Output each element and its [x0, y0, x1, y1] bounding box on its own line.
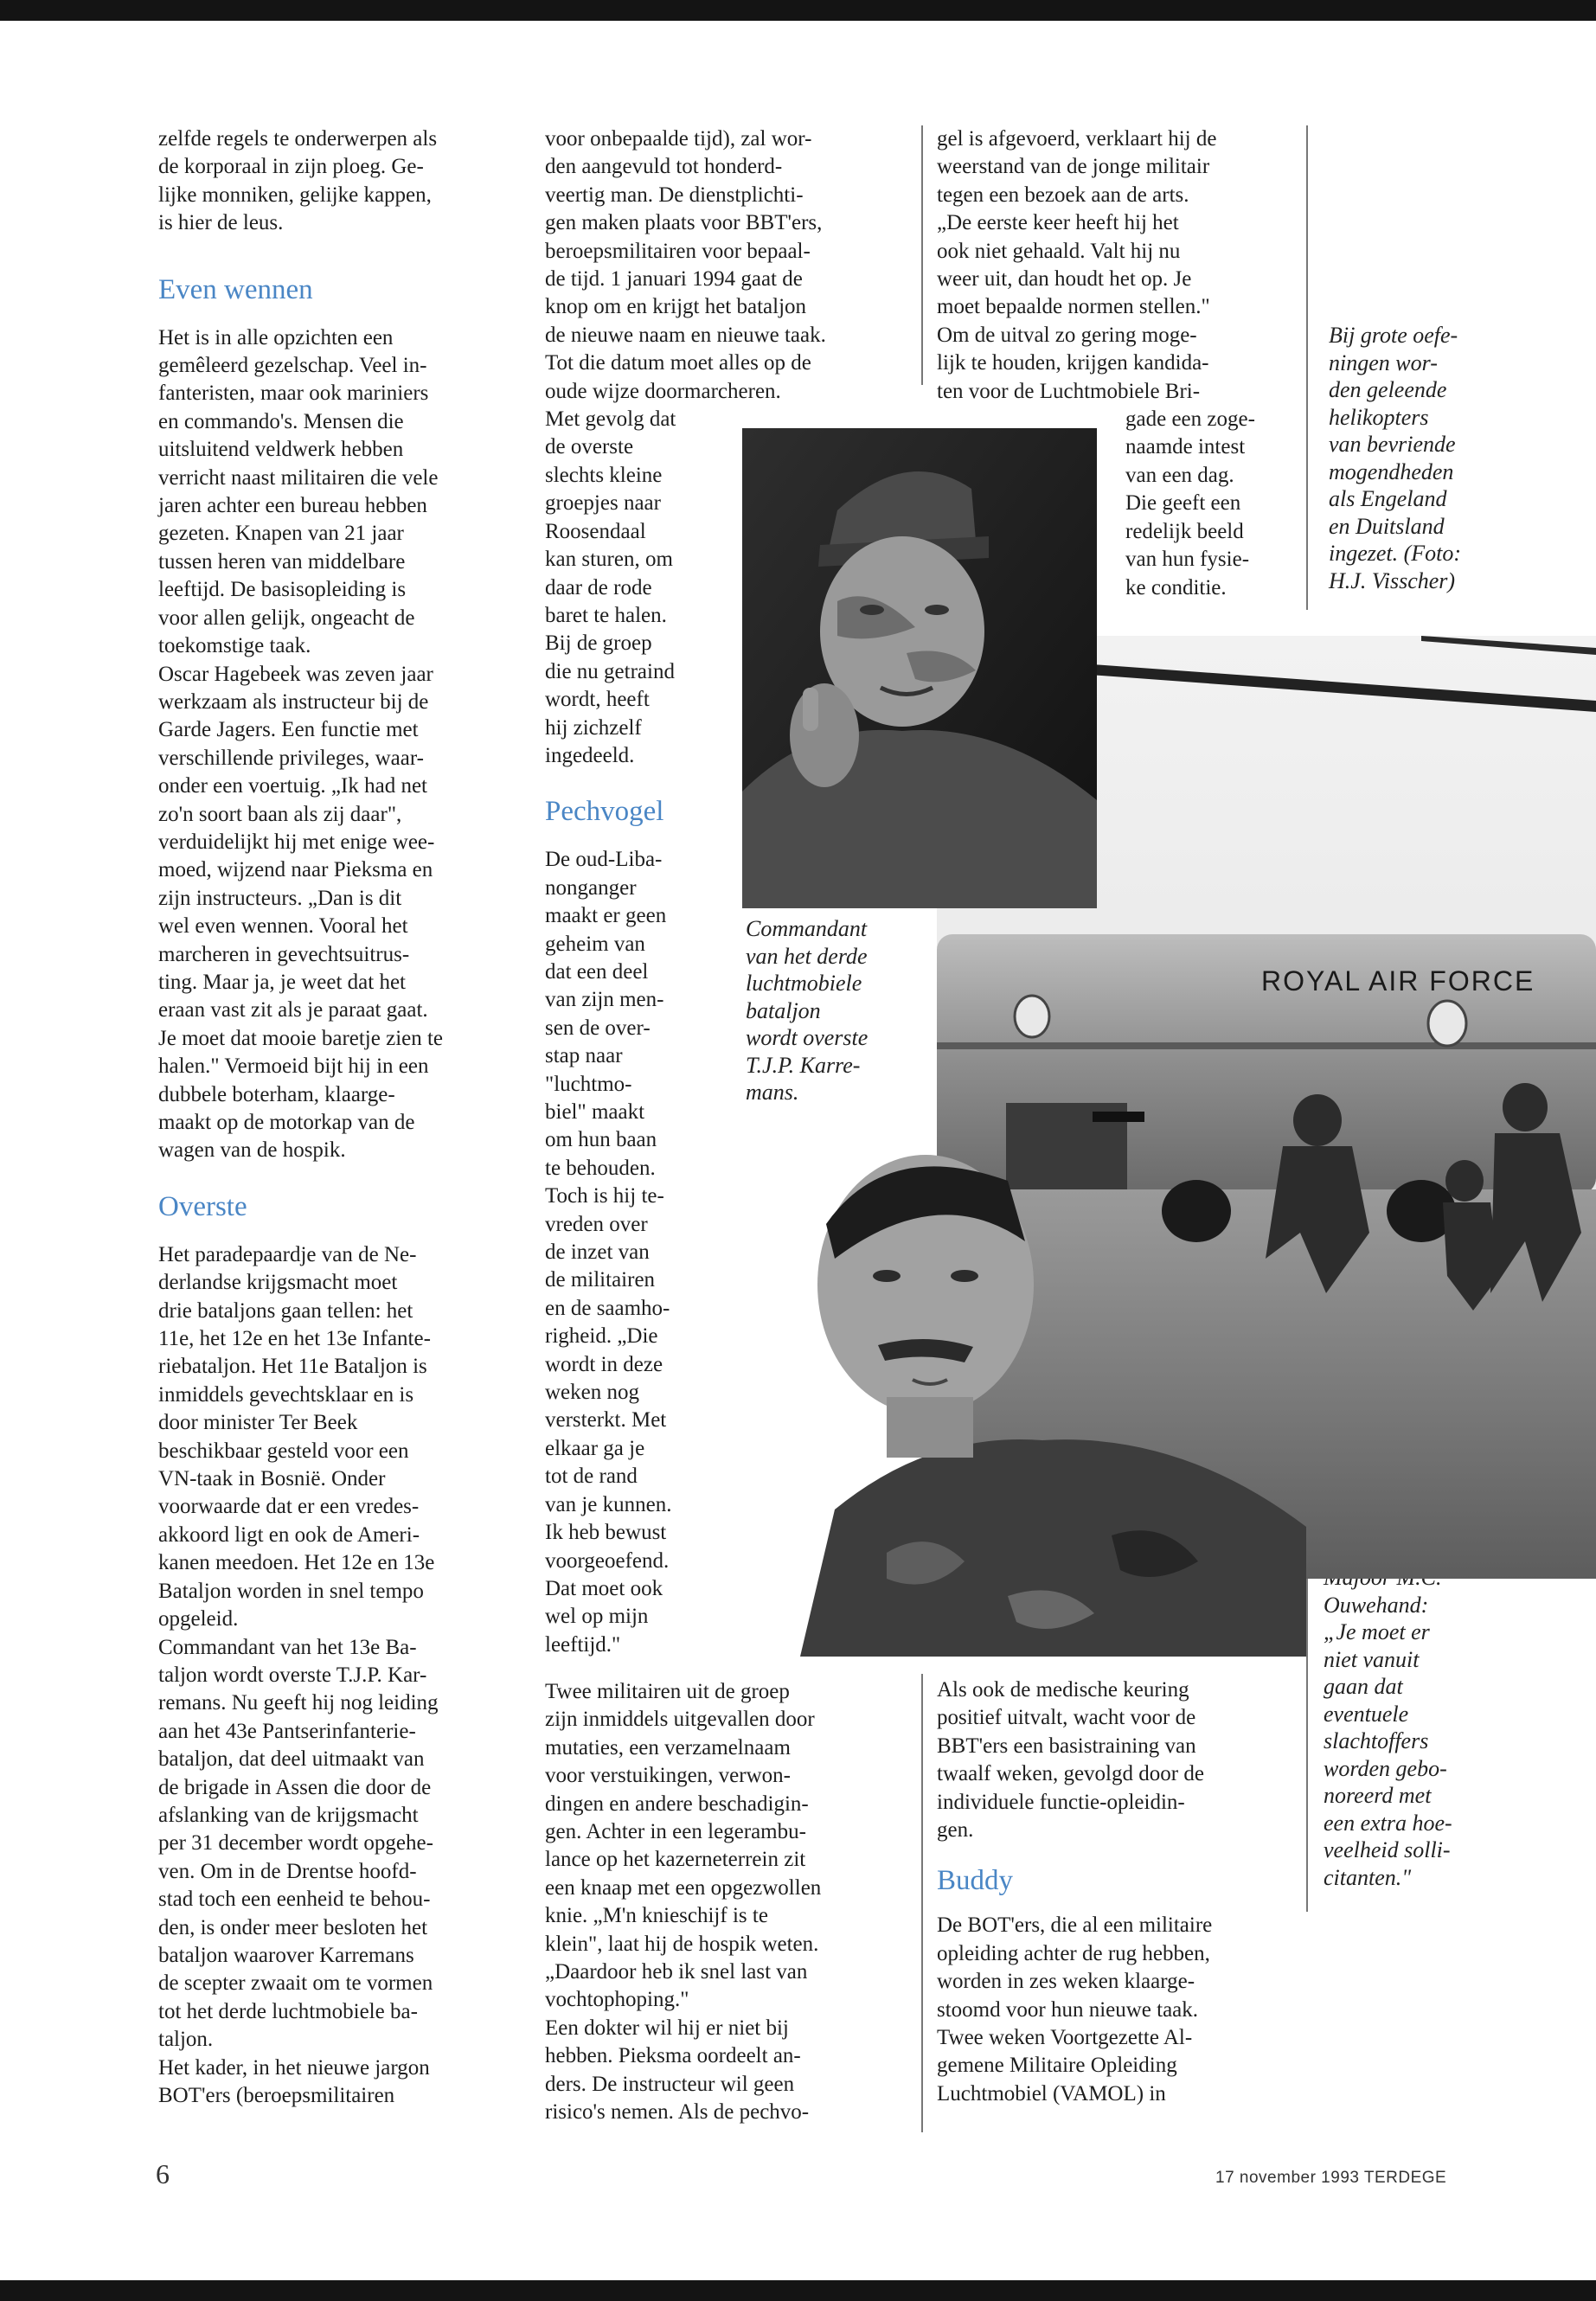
col1-section-even-wennen: [158, 324, 504, 1165]
text-line: niet vanuit: [1324, 1646, 1420, 1672]
text-line: de militairen: [545, 1268, 656, 1292]
text-line: Ouwehand:: [1324, 1592, 1429, 1618]
text-line: opgeleid.: [158, 1607, 239, 1631]
caption-helicopters: [1329, 322, 1461, 594]
text-line: gemene Militaire Opleiding: [937, 2054, 1177, 2078]
text-line: sen de over-: [545, 1016, 651, 1040]
text-line: gen. Achter in een legerambu-: [545, 1820, 806, 1844]
text-line: Bij de groep: [545, 631, 652, 656]
text-line: voor verstuikingen, verwon-: [545, 1764, 791, 1788]
text-line: luchtmobiele: [746, 971, 862, 996]
text-line: de brigade in Assen die door de: [158, 1775, 432, 1799]
text-line: tegen een bezoek aan de arts.: [937, 183, 1189, 207]
text-line: De BOT'ers, die al een militaire: [937, 1913, 1213, 1938]
column-3-bottom: [937, 1676, 1300, 2108]
text-line: Roosendaal: [545, 519, 646, 543]
text-line: Luchtmobiel (VAMOL) in: [937, 2081, 1166, 2106]
col3-top: [937, 125, 1300, 406]
text-line: jaren achter een bureau hebben: [158, 494, 427, 518]
text-line: H.J. Visscher): [1329, 567, 1456, 593]
col3-bottom-1: [937, 1676, 1300, 1844]
text-line: afslanking van de krijgsmacht: [158, 1803, 419, 1827]
caption-ouwehand: [1324, 1564, 1452, 1891]
column-1: [158, 125, 504, 2110]
text-line: 11e, het 12e en het 13e Infante-: [158, 1327, 431, 1351]
col3-bottom-2: [937, 1912, 1300, 2108]
text-line: akkoord ligt en ook de Ameri-: [158, 1522, 420, 1547]
text-line: Ik heb bewust: [545, 1521, 667, 1545]
text-line: citanten.": [1324, 1864, 1412, 1890]
text-line: versterkt. Met: [545, 1408, 667, 1433]
text-line: Die geeft een: [1125, 491, 1241, 516]
col1-intro: [158, 125, 504, 238]
text-line: voor allen gelijk, ongeacht de: [158, 606, 415, 630]
text-line: noreerd met: [1324, 1783, 1432, 1808]
top-rule: [0, 0, 1596, 21]
text-line: "luchtmo-: [545, 1072, 632, 1096]
text-line: toekomstige taak.: [158, 634, 311, 658]
text-line: moet bepaalde normen stellen.": [937, 295, 1210, 319]
rule-col3-bottom: [921, 1674, 923, 2132]
text-line: Je moet dat mooie baretje zien te: [158, 1026, 444, 1050]
text-line: worden gebo-: [1324, 1755, 1447, 1781]
text-line: bataljon waarover Karremans: [158, 1943, 414, 1967]
text-line: bataljon: [746, 997, 821, 1023]
text-line: gen.: [937, 1818, 974, 1843]
text-line: naamde intest: [1125, 435, 1246, 459]
bottom-rule: [0, 2280, 1596, 2301]
text-line: en commando's. Mensen die: [158, 409, 404, 433]
text-line: wel even wennen. Vooral het: [158, 914, 408, 939]
text-line: redelijk beeld: [1125, 519, 1244, 543]
rule-caption-top: [1306, 125, 1308, 610]
text-line: veelheid solli-: [1324, 1837, 1451, 1862]
text-line: ders. De instructeur wil geen: [545, 2072, 795, 2096]
text-line: stap naar: [545, 1044, 623, 1068]
text-line: leeftijd.": [545, 1632, 621, 1657]
text-line: remans. Nu geeft hij nog leiding: [158, 1691, 439, 1715]
text-line: daar de rode: [545, 575, 652, 599]
text-line: knie. „M'n knieschijf is te: [545, 1904, 768, 1928]
text-line: groepjes naar: [545, 491, 661, 516]
text-line: lijk te houden, krijgen kandida-: [937, 351, 1209, 375]
text-line: lijke monniken, gelijke kappen,: [158, 183, 432, 207]
text-line: ting. Maar ja, je weet dat het: [158, 970, 406, 994]
text-line: opleiding achter de rug hebben,: [937, 1941, 1210, 1965]
text-line: risico's nemen. Als de pechvo-: [545, 2100, 810, 2125]
text-line: wordt overste: [746, 1025, 869, 1050]
text-line: zijn instructeurs. „Dan is dit: [158, 886, 402, 910]
text-line: dubbele boterham, klaarge-: [158, 1082, 395, 1106]
text-line: van bevriende: [1329, 432, 1456, 457]
text-line: mogendheden: [1329, 458, 1454, 484]
text-line: gade een zoge-: [1125, 407, 1255, 432]
text-line: fanteristen, maar ook mariniers: [158, 381, 429, 406]
text-line: marcheren in gevechtsuitrus-: [158, 942, 410, 966]
text-line: weerstand van de jonge militair: [937, 155, 1210, 179]
text-line: Het paradepaardje van de Ne-: [158, 1242, 417, 1266]
text-line: knop om en krijgt het bataljon: [545, 295, 807, 319]
text-line: te behouden.: [545, 1156, 656, 1180]
text-line: Oscar Hagebeek was zeven jaar: [158, 662, 433, 686]
text-line: Dat moet ook: [545, 1576, 663, 1600]
text-line: Met gevolg dat: [545, 407, 676, 432]
text-line: ingezet. (Foto:: [1329, 541, 1462, 566]
text-line: weken nog: [545, 1381, 639, 1405]
text-line: lance op het kazerneterrein zit: [545, 1848, 806, 1872]
text-line: uitsluitend veldwerk hebben: [158, 438, 404, 462]
text-line: BOT'ers (beroepsmilitairen: [158, 2084, 395, 2107]
text-line: maakt op de motorkap van de: [158, 1111, 415, 1134]
caption-karremans: [746, 915, 868, 1106]
col2-bottom: [545, 1678, 821, 2127]
text-line: elkaar ga je: [545, 1436, 645, 1460]
text-line: tot de rand: [545, 1465, 638, 1489]
text-line: Bij grote oefe-: [1329, 323, 1458, 348]
text-line: en de saamho-: [545, 1296, 670, 1320]
rule-caption-bottom: [1306, 1566, 1308, 1912]
text-line: zo'n soort baan als zij daar",: [158, 802, 402, 826]
text-line: twaalf weken, gevolgd door de: [937, 1762, 1204, 1786]
text-line: een extra hoe-: [1324, 1810, 1452, 1836]
text-line: Garde Jagers. Een functie met: [158, 718, 419, 742]
text-line: „Daardoor heb ik snel last van: [545, 1960, 808, 1984]
text-line: hebben. Pieksma oordeelt an-: [545, 2044, 801, 2068]
ouwehand-portrait-image: [783, 1146, 1306, 1657]
heading-buddy: Buddy: [937, 1865, 1014, 1897]
text-line: Twee weken Voortgezette Al-: [937, 2026, 1193, 2050]
text-line: de overste: [545, 435, 634, 459]
text-line: T.J.P. Karre-: [746, 1052, 861, 1078]
text-line: klein", laat hij de hospik weten.: [545, 1932, 819, 1956]
text-line: righeid. „Die: [545, 1324, 658, 1349]
text-line: slechts kleine: [545, 463, 663, 487]
text-line: hij zichzelf: [545, 715, 642, 740]
text-line: nonganger: [545, 875, 637, 900]
karremans-portrait-image: [742, 428, 1097, 908]
text-line: van zijn men-: [545, 988, 664, 1012]
text-line: vreden over: [545, 1212, 648, 1236]
text-line: beschikbaar gesteld voor een: [158, 1439, 409, 1463]
text-line: van hun fysie-: [1125, 548, 1250, 572]
text-line: bataljon, dat deel uitmaakt van: [158, 1747, 425, 1772]
text-line: baret te halen.: [545, 603, 667, 627]
text-line: Als ook de medische keuring: [937, 1678, 1189, 1702]
heading-pechvogel: Pechvogel: [545, 796, 664, 828]
text-line: een knaap met een opgezwollen: [545, 1875, 822, 1900]
text-line: wagen van de hospik.: [158, 1138, 346, 1163]
heading-even-wennen: Even wennen: [158, 273, 313, 305]
text-line: ingedeeld.: [545, 743, 635, 767]
text-line: als Engeland: [1329, 486, 1447, 511]
text-line: ke conditie.: [1125, 575, 1227, 599]
text-line: positief uitvalt, wacht voor de: [937, 1706, 1196, 1730]
text-line: de inzet van: [545, 1240, 650, 1265]
text-line: verricht naast militairen die vele: [158, 465, 439, 490]
text-line: wordt, heeft: [545, 688, 650, 712]
text-line: de korporaal in zijn ploeg. Ge-: [158, 155, 424, 179]
text-line: Bataljon worden in snel tempo: [158, 1579, 424, 1603]
text-line: den aangevuld tot honderd-: [545, 155, 783, 179]
issue-date: 17 november 1993 TERDEGE: [1215, 2169, 1447, 2187]
text-line: stad toch een eenheid te behou-: [158, 1888, 431, 1912]
text-line: Tot die datum moet alles op de: [545, 351, 811, 375]
text-line: maakt er geen: [545, 904, 667, 928]
text-line: halen." Vermoeid bijt hij in een: [158, 1054, 429, 1079]
page-number: 6: [156, 2158, 170, 2189]
text-line: gel is afgevoerd, verklaart hij de: [937, 127, 1217, 151]
heading-overste: Overste: [158, 1190, 247, 1222]
text-line: Commandant: [746, 916, 868, 941]
text-line: Het kader, in het nieuwe jargon: [158, 2055, 430, 2080]
text-line: taljon wordt overste T.J.P. Kar-: [158, 1663, 427, 1687]
text-line: wel op mijn: [545, 1605, 649, 1629]
text-line: ven. Om in de Drentse hoofd-: [158, 1859, 417, 1883]
text-line: tussen heren van middelbare: [158, 549, 406, 574]
text-line: dat een deel: [545, 959, 649, 984]
text-line: VN-taak in Bosnië. Onder: [158, 1467, 386, 1491]
text-line: stoomd voor hun nieuwe taak.: [937, 1997, 1199, 2022]
text-line: tot het derde luchtmobiele ba-: [158, 1999, 418, 2023]
text-line: zelfde regels te onderwerpen als: [158, 127, 438, 151]
text-line: zijn inmiddels uitgevallen door: [545, 1708, 815, 1732]
text-line: verduidelijkt hij met enige wee-: [158, 830, 435, 854]
col3-narrow: [1125, 406, 1300, 602]
text-line: om hun baan: [545, 1128, 657, 1152]
text-line: riebataljon. Het 11e Bataljon is: [158, 1355, 427, 1379]
text-line: ten voor de Luchtmobiele Bri-: [937, 379, 1201, 403]
text-line: Het is in alle opzichten een: [158, 325, 394, 349]
text-line: wordt in deze: [545, 1352, 663, 1376]
text-line: voorwaarde dat er een vredes-: [158, 1495, 420, 1519]
text-line: oude wijze doormarcheren.: [545, 379, 781, 403]
text-line: derlandse krijgsmacht moet: [158, 1271, 398, 1295]
photo-ouwehand-portrait: [783, 1146, 1306, 1657]
text-line: van je kunnen.: [545, 1492, 672, 1516]
text-line: beroepsmilitairen voor bepaal-: [545, 239, 811, 263]
text-line: den geleende: [1329, 377, 1447, 402]
text-line: BBT'ers een basistraining van: [937, 1734, 1196, 1758]
text-line: ningen wor-: [1329, 349, 1438, 375]
photo-karremans-portrait: [742, 428, 1097, 908]
text-line: moed, wijzend naar Pieksma en: [158, 858, 433, 882]
text-line: van een dag.: [1125, 463, 1234, 487]
rule-col3-top: [921, 125, 923, 385]
text-line: helikopters: [1329, 404, 1429, 430]
text-line: van het derde: [746, 943, 868, 969]
text-line: worden in zes weken klaarge-: [937, 1970, 1195, 1994]
text-line: individuele functie-opleidin-: [937, 1790, 1185, 1814]
text-line: door minister Ter Beek: [158, 1411, 358, 1435]
text-line: leeftijd. De basisopleiding is: [158, 578, 407, 602]
text-line: mutaties, een verzamelnaam: [545, 1735, 791, 1759]
text-line: veertig man. De dienstplichti-: [545, 183, 804, 207]
text-line: per 31 december wordt opgehe-: [158, 1831, 433, 1856]
text-line: de nieuwe naam en nieuwe taak.: [545, 323, 826, 347]
text-line: weer uit, dan houdt het op. Je: [937, 267, 1192, 292]
text-line: Commandant van het 13e Ba-: [158, 1635, 417, 1659]
text-line: eventuele: [1324, 1701, 1409, 1727]
text-line: onder een voertuig. „Ik had net: [158, 774, 427, 798]
text-line: vochtophoping.": [545, 1988, 689, 2012]
text-line: voor onbepaalde tijd), zal wor-: [545, 127, 812, 151]
text-line: gen maken plaats voor BBT'ers,: [545, 211, 823, 235]
royal-air-force-marking: ROYAL AIR FORCE: [1261, 965, 1535, 997]
text-line: Om de uitval zo gering moge-: [937, 323, 1197, 347]
text-line: Een dokter wil hij er niet bij: [545, 2016, 789, 2040]
text-line: den, is onder meer besloten het: [158, 1915, 428, 1939]
text-line: die nu getraind: [545, 659, 675, 683]
text-line: geheim van: [545, 932, 645, 956]
text-line: taljon.: [158, 2028, 214, 2052]
text-line: Twee militairen uit de groep: [545, 1680, 790, 1703]
text-line: De oud-Liba-: [545, 848, 663, 872]
text-line: kan sturen, om: [545, 548, 673, 572]
text-line: „Je moet er: [1324, 1619, 1430, 1644]
text-line: kanen meedoen. Het 12e en 13e: [158, 1551, 435, 1575]
text-line: gezeten. Knapen van 21 jaar: [158, 522, 404, 546]
text-line: verschillende privileges, waar-: [158, 746, 425, 770]
text-line: inmiddels gevechtsklaar en is: [158, 1382, 414, 1407]
text-line: Toch is hij te-: [545, 1184, 664, 1208]
text-line: „De eerste keer heeft hij het: [937, 211, 1179, 235]
text-line: is hier de leus.: [158, 211, 284, 235]
col1-section-overste: [158, 1241, 504, 2111]
text-line: werkzaam als instructeur bij de: [158, 689, 429, 714]
text-line: mans.: [746, 1080, 799, 1105]
text-line: voorgeoefend.: [545, 1548, 670, 1573]
text-line: gaan dat: [1324, 1674, 1403, 1699]
text-line: eraan vast zit als je paraat gaat.: [158, 998, 428, 1022]
text-line: slachtoffers: [1324, 1728, 1429, 1753]
text-line: de tijd. 1 januari 1994 gaat de: [545, 267, 803, 292]
text-line: gemêleerd gezelschap. Veel in-: [158, 354, 427, 378]
text-line: aan het 43e Pantserinfanterie-: [158, 1719, 416, 1743]
text-line: drie bataljons gaan tellen: het: [158, 1298, 413, 1323]
text-line: dingen en andere beschadigin-: [545, 1791, 809, 1816]
text-line: de scepter zwaait om te vormen: [158, 1971, 433, 1996]
text-line: ook niet gehaald. Valt hij nu: [937, 239, 1181, 263]
text-line: en Duitsland: [1329, 513, 1445, 539]
text-line: biel" maakt: [545, 1100, 645, 1124]
